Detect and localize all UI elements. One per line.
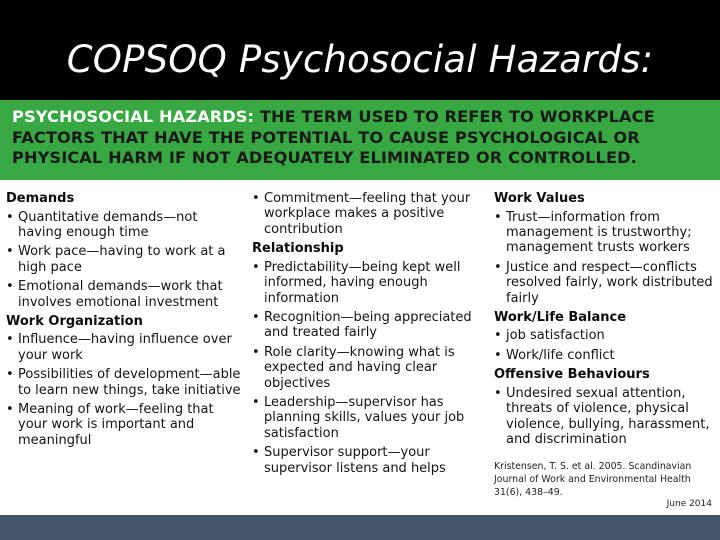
bullet-icon: • — [252, 259, 260, 275]
definition-line-1 — [12, 107, 708, 128]
list-item — [6, 279, 242, 310]
column-relationship — [252, 191, 488, 480]
bullet-icon: • — [494, 328, 502, 344]
list-item-text: Meaning of work—feeling that your work is important and meaningful — [18, 402, 214, 448]
footer-bar — [0, 515, 720, 540]
bullet-icon: • — [252, 394, 260, 410]
bullet-icon: • — [6, 209, 14, 225]
section-heading-work-values: Work Values — [494, 191, 585, 206]
list-item-text: job satisfaction — [506, 328, 605, 344]
bullet-icon: • — [494, 259, 502, 275]
list-item — [6, 244, 242, 275]
bullet-icon: • — [6, 332, 14, 348]
list-item — [252, 445, 488, 476]
list-item — [252, 345, 488, 391]
list-item — [252, 395, 488, 441]
list-item-text: Leadership—supervisor has planning skills, values your job satisfaction — [264, 394, 465, 441]
section-heading-work-life-balance: Work/Life Balance — [494, 309, 627, 325]
slide-title: COPSOQ Psychosocial Hazards: — [66, 38, 654, 81]
section-heading-demands: Demands — [6, 191, 75, 206]
list-item — [252, 310, 488, 341]
bullet-icon: • — [252, 309, 260, 325]
list-item — [6, 402, 242, 448]
bullet-icon: • — [494, 385, 502, 401]
section-heading-work-organization: Work Organization — [6, 313, 143, 329]
bullet-icon: • — [252, 445, 260, 461]
list-item — [494, 386, 716, 448]
hazards-infographic — [0, 100, 720, 515]
list-item — [252, 260, 488, 306]
list-item-text: Recognition—being appreciated and treated fairly — [264, 309, 472, 341]
list-item-text: Quantitative demands—not having enough time — [18, 209, 198, 240]
list-item-text: Role clarity—knowing what is expected and having clear objectives — [264, 344, 455, 391]
definition-line-1-rest: THE TERM USED TO REFER TO WORKPLACE — [254, 107, 655, 126]
list-item — [494, 260, 716, 306]
bullet-icon: • — [6, 244, 14, 260]
list-item-text: Supervisor support—your supervisor listens and helps — [264, 445, 446, 476]
definition-term: PSYCHOSOCIAL HAZARDS: — [12, 107, 255, 126]
list-item — [252, 191, 488, 237]
list-item — [494, 348, 716, 363]
list-item-text: Emotional demands—work that involves emotional investment — [18, 279, 223, 310]
list-item — [6, 367, 242, 398]
definition-banner — [0, 100, 720, 180]
bullet-icon: • — [252, 191, 260, 206]
list-item-text: Possibilities of development—able to learn new things, take initiative — [18, 367, 241, 398]
bullet-icon: • — [6, 279, 14, 295]
list-item-text: Predictability—being kept well informed, having enough information — [264, 259, 461, 306]
list-item — [494, 328, 716, 343]
bullet-icon: • — [494, 347, 502, 363]
list-item — [6, 210, 242, 241]
list-item-text: Justice and respect—conflicts resolved fairly, work distributed fairly — [506, 259, 713, 306]
bullet-icon: • — [6, 367, 14, 383]
bullet-icon: • — [252, 344, 260, 360]
list-item-text: Trust—information from management is trustworthy; management trusts workers — [506, 209, 692, 256]
list-item-text: Work pace—having to work at a high pace — [18, 244, 226, 275]
list-item — [6, 332, 242, 363]
list-item-text: Commitment—feeling that your workplace makes a positive contribution — [264, 191, 471, 237]
list-item-text: Work/life conflict — [506, 347, 615, 363]
list-item-text: Influence—having influence over your work — [18, 332, 232, 363]
definition-line-3: PHYSICAL HARM IF NOT ADEQUATELY ELIMINATED OR CONTROLLED. — [12, 148, 637, 167]
definition-line-2: FACTORS THAT HAVE THE POTENTIAL TO CAUSE PSYCHOLOGICAL OR — [12, 127, 640, 147]
column-values-balance-behaviours — [494, 191, 716, 451]
column-demands-organization — [6, 191, 242, 452]
list-item — [494, 210, 716, 256]
list-item-text: Undesired sexual attention, threats of violence, physical violence, bullying, harassment, and discrimination — [506, 385, 710, 447]
section-heading-offensive-behaviours: Offensive Behaviours — [494, 367, 650, 383]
section-heading-relationship: Relationship — [252, 241, 344, 257]
citation: Kristensen, T. S. et al. 2005. Scandinavian Journal of Work and Environmental Health 31(6), 438–49. — [494, 461, 692, 498]
definition-text — [12, 107, 708, 169]
date-label: June 2014 — [666, 499, 712, 509]
bullet-icon: • — [6, 402, 14, 418]
bullet-icon: • — [494, 209, 502, 225]
